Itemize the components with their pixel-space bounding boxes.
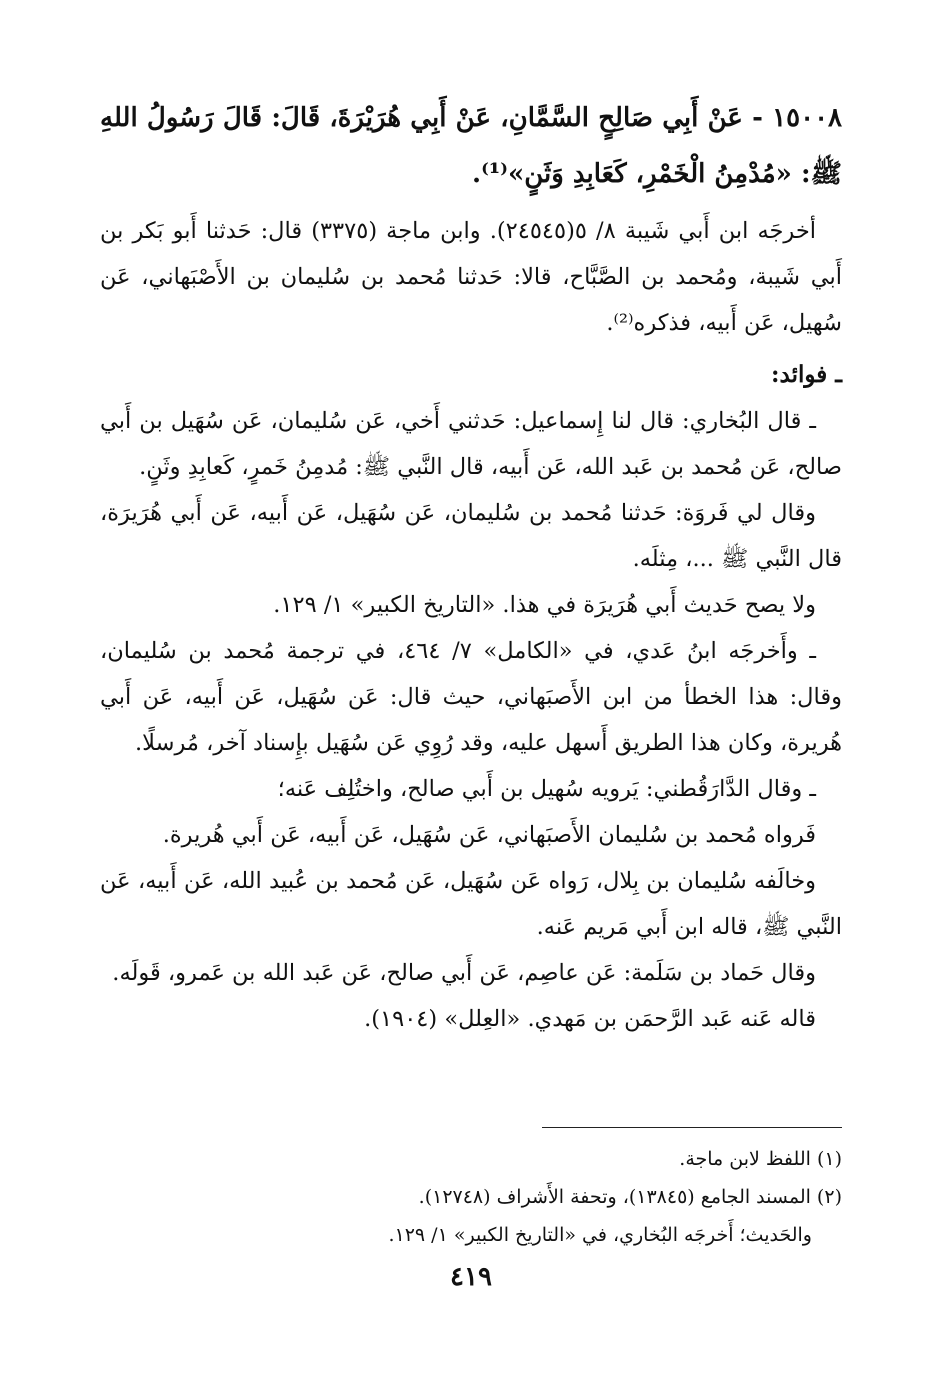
fawaid-paragraph-4: ـ وأَخرجَه ابنُ عَدي، في «الكامل» ٧/ ٤٦٤، في ترجمة مُحمد بن سُليمان، وقال: هذا الخطأ من ابن الأَصبَهاني، حيث قال: عَن سُهَيل، عَن أَبيه، عَن أَبي هُريرة، وكان هذا الطريق أَسهل عليه، وقد رُوِي عَن سُهَيل بإِسناد آخر، مُرسلًا. xyxy=(100,638,842,756)
footnote-2-continued: والحَديث؛ أَخرجَه البُخاري، في «التاريخ الكبير» ١/ ١٢٩. xyxy=(388,1224,812,1246)
fawaid-paragraph-5: ـ وقال الدَّارَقُطني: يَرويه سُهيل بن أَبي صالح، واختُلِف عَنه؛ xyxy=(277,776,816,802)
takhrij-paragraph: أخرجَه ابن أَبي شَيبة ٨/ ٥(٢٤٥٤٥). وابن ماجة (٣٣٧٥) قال: حَدثنا أَبو بَكر بن أَبي شَيبة، ومُحمد بن الصَّبَّاح، قالا: حَدثنا مُحمد بن سُليمان بن الأَصْبَهاني، عَن سُهيل، عَن أَبيه، فذكره⁽²⁾. xyxy=(100,218,842,336)
fawaid-paragraph-8: وقال حَماد بن سَلَمة: عَن عاصِم، عَن أَبي صالح، عَن عَبد الله بن عَمرو، قَولَه. xyxy=(112,960,816,986)
fawaid-heading: ـ فوائد: xyxy=(771,361,842,388)
fawaid-paragraph-3: ولا يصح حَديث أَبي هُرَيرَة في هذا. «التاريخ الكبير» ١/ ١٢٩. xyxy=(273,592,816,618)
page-number: ٤١٩ xyxy=(450,1262,492,1292)
footnote-divider xyxy=(542,1127,842,1128)
fawaid-paragraph-1: ـ قال البُخاري: قال لنا إِسماعيل: حَدثني أَخي، عَن سُليمان، عَن سُهَيل بن أَبي صالح، عَن مُحمد بن عَبد الله، عَن أَبيه، قال النَّبي ﷺ: مُدمِنُ خَمرٍ، كَعابِدِ وثَنٍ. xyxy=(100,408,842,480)
page-body xyxy=(100,90,842,1042)
fawaid-paragraph-6: فَرواه مُحمد بن سُليمان الأَصبَهاني، عَن سُهَيل، عَن أَبيه، عَن أَبي هُريرة. xyxy=(162,822,816,848)
footnote-1: (١) اللفظ لابن ماجة. xyxy=(679,1148,842,1170)
footnote-2: (٢) المسند الجامع (١٣٨٤٥)، وتحفة الأَشراف (١٢٧٤٨). xyxy=(418,1186,842,1208)
fawaid-paragraph-2: وقال لي فَروَة: حَدثنا مُحمد بن سُليمان، عَن سُهَيل، عَن أَبيه، عَن أَبي هُرَيرَة، قال النَّبي ﷺ ...، مِثلَه. xyxy=(100,500,842,572)
fawaid-paragraph-7: وخالَفه سُليمان بن بِلال، رَواه عَن سُهَيل، عَن مُحمد بن عُبيد الله، عَن أَبيه، عَن النَّبي ﷺ، قاله ابن أَبي مَريم عَنه. xyxy=(100,868,842,940)
footnotes xyxy=(100,1140,842,1254)
hadith-text: ١٥٠٠٨ - عَنْ أَبِي صَالِحٍ السَّمَّانِ، عَنْ أَبِي هُرَيْرَةَ، قَالَ: قَالَ رَسُولُ اللهِ ﷺ: «مُدْمِنُ الْخَمْرِ، كَعَابِدِ وَثَنٍ»⁽¹⁾. xyxy=(100,103,842,189)
fawaid-paragraph-9: قاله عَنه عَبد الرَّحمَن بن مَهدي. «العِلل» (١٩٠٤). xyxy=(364,1006,816,1032)
